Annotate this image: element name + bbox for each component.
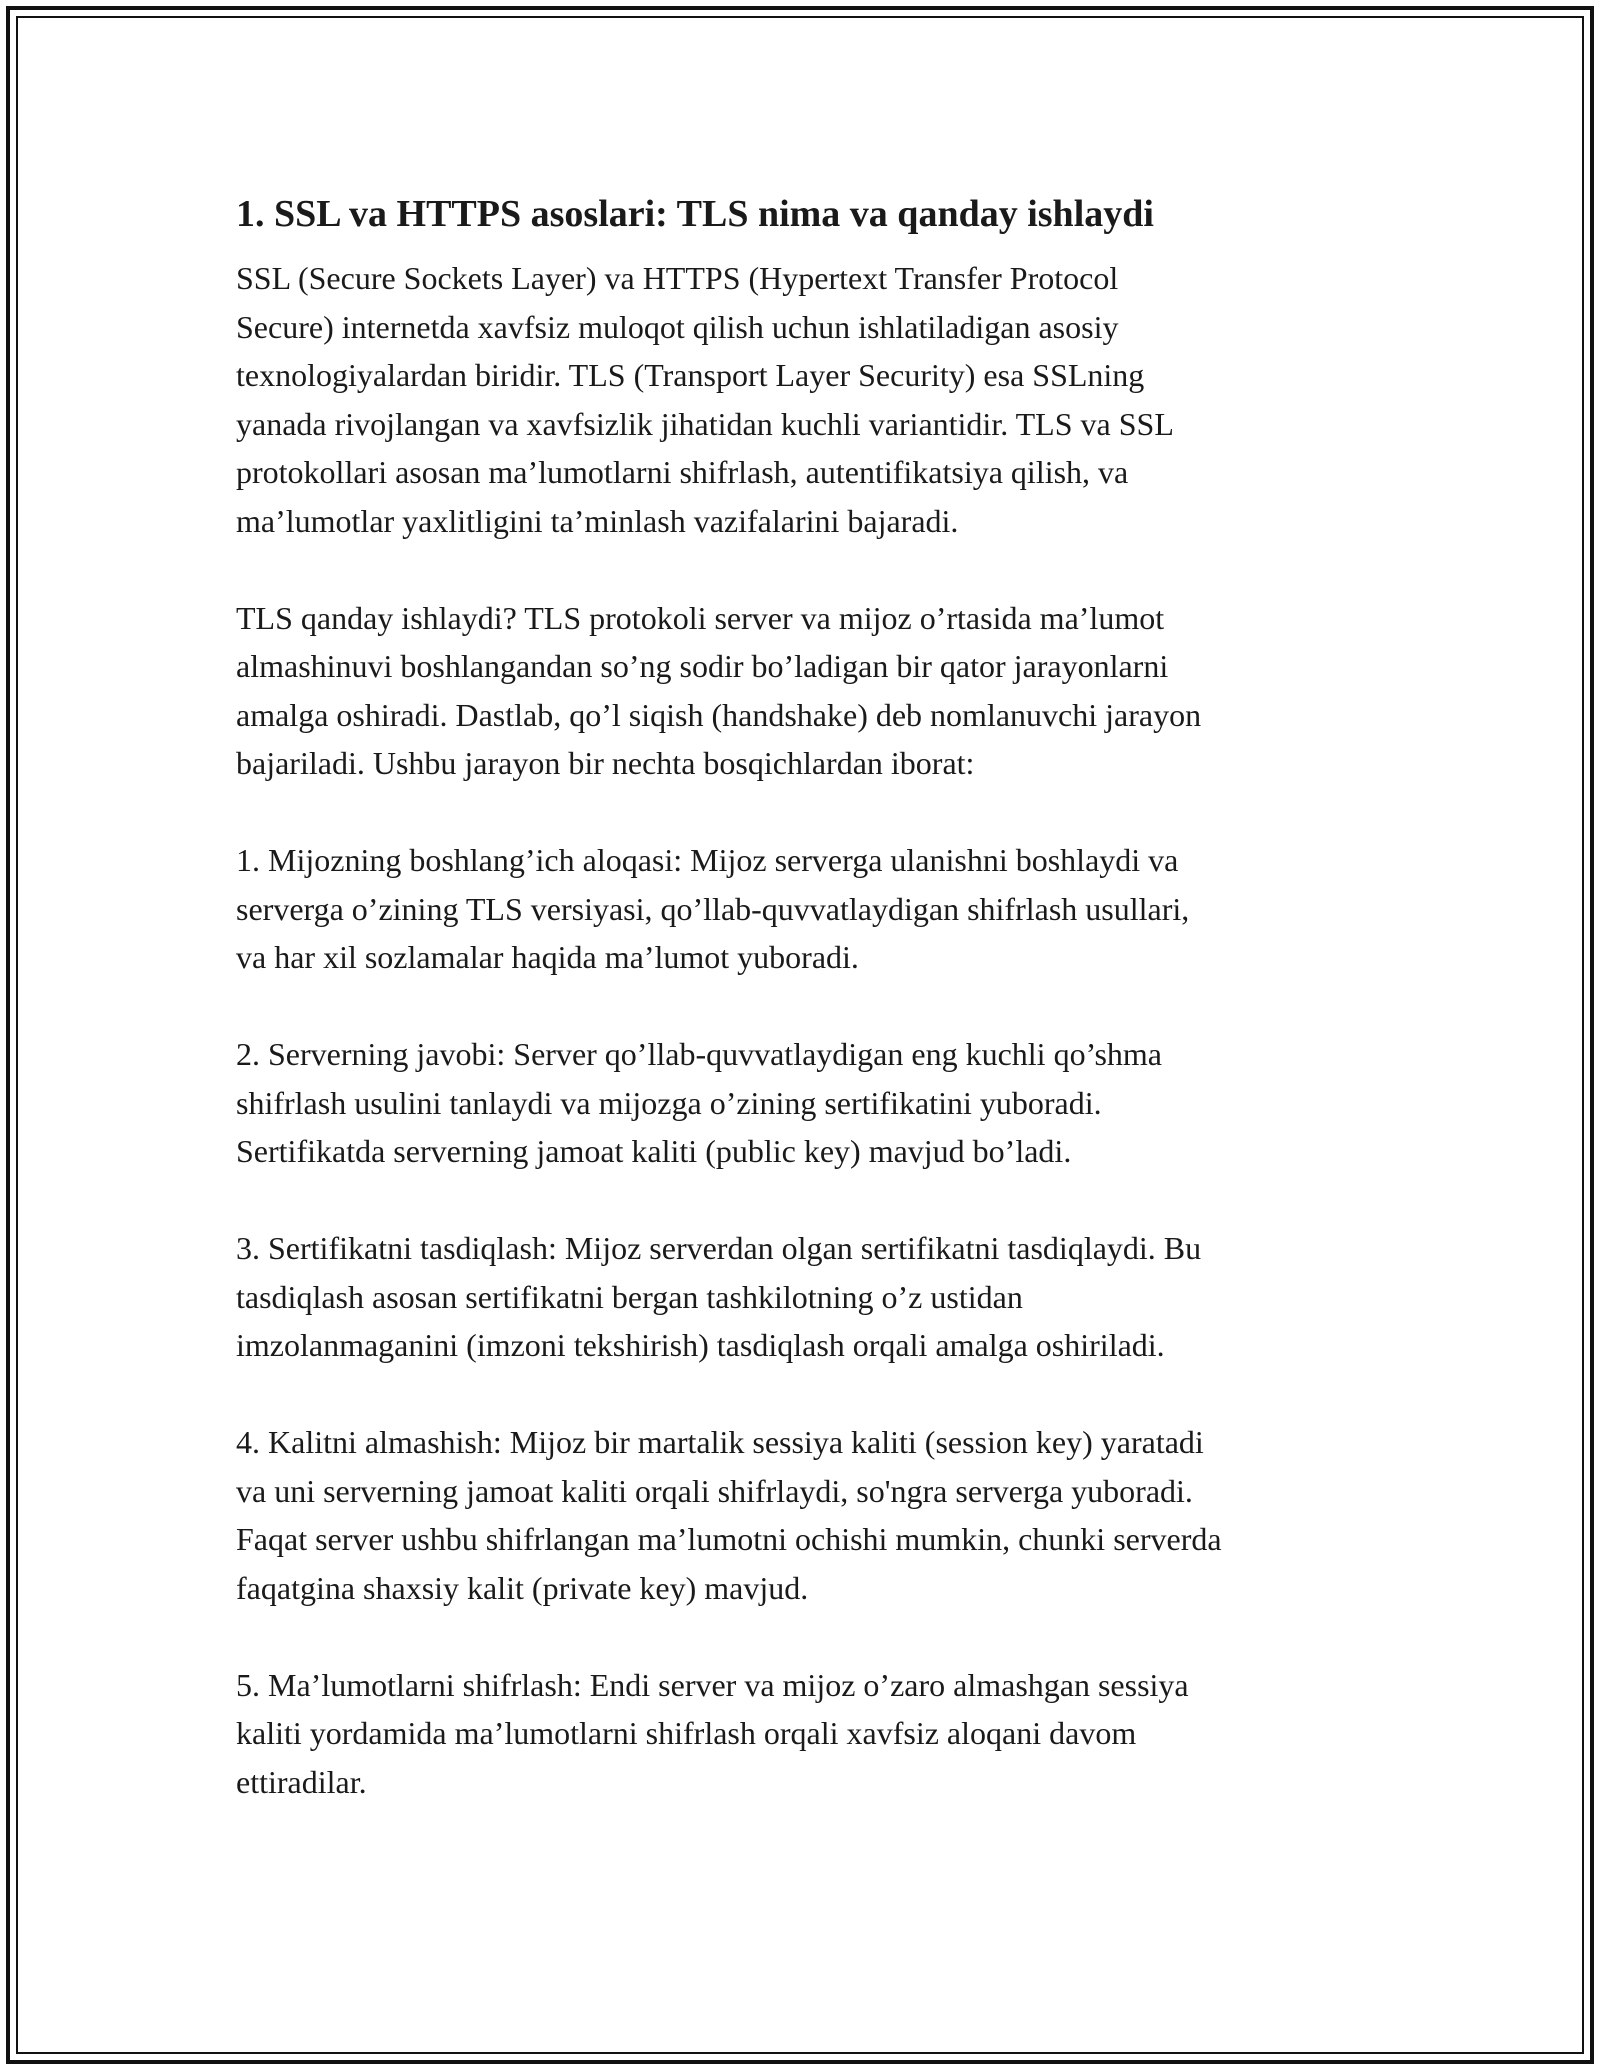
paragraph-intro: SSL (Secure Sockets Layer) va HTTPS (Hypertext Transfer Protocol Secure) internetda xavfsiz muloqot qilish uchun ishlatiladigan asosiy texnologiyalardan biridir. TLS (Transport Layer Security) esa SSLning yanada rivojlangan va xavfsizlik jihatidan kuchli variantidir. TLS va SSL protokollari asosan ma’lumotlarni shifrlash, autentifikatsiya qilish, va ma’lumotlar yaxlitligini ta’minlash vazifalarini bajaradi. <box>236 260 1174 539</box>
step-3-certificate-verification: 3. Sertifikatni tasdiqlash: Mijoz serverdan olgan sertifikatni tasdiqlaydi. Bu tasdiqlash asosan sertifikatni bergan tashkilotning o’z ustidan imzolanmaganini (imzoni tekshirish) tasdiqlash orqali amalga oshiriladi. <box>236 1230 1202 1363</box>
paragraph-how-tls-works: TLS qanday ishlaydi? TLS protokoli server va mijoz o’rtasida ma’lumot almashinuvi boshlangandan so’ng sodir bo’ladigan bir qator jarayonlarni amalga oshiradi. Dastlab, qo’l siqish (handshake) deb nomlanuvchi jarayon bajariladi. Ushbu jarayon bir nechta bosqichlardan iborat: <box>236 599 1202 781</box>
step-2-server-response: 2. Serverning javobi: Server qo’llab-quvvatlaydigan eng kuchli qo’shma shifrlash usulini tanlaydi va mijozga o’zining sertifikatini yuboradi. Sertifikatda serverning jamoat kaliti (public key) mavjud bo’ladi. <box>236 1036 1162 1169</box>
step-5-data-encryption: 5. Ma’lumotlarni shifrlash: Endi server va mijoz o’zaro almashgan sessiya kaliti yordamida ma’lumotlarni shifrlash orqali xavfsiz aloqani davom ettiradilar. <box>236 1666 1189 1800</box>
document-body <box>236 188 1396 1855</box>
step-4-key-exchange: 4. Kalitni almashish: Mijoz bir martalik sessiya kaliti (session key) yaratadi va uni serverning jamoat kaliti orqali shifrlaydi, so'ngra serverga yuboradi. Faqat server ushbu shifrlangan ma’lumotni ochishi mumkin, chunki serverda faqatgina shaxsiy kalit (private key) mavjud. <box>236 1424 1222 1606</box>
step-1-client-hello: 1. Mijozning boshlang’ich aloqasi: Mijoz serverga ulanishni boshlaydi va serverga o’zining TLS versiyasi, qo’llab-quvvatlaydigan shifrlash usullari, va har xil sozlamalar haqida ma’lumot yuboradi. <box>236 842 1190 975</box>
document-title: 1. SSL va HTTPS asoslari: TLS nima va qanday ishlaydi <box>236 193 1154 235</box>
